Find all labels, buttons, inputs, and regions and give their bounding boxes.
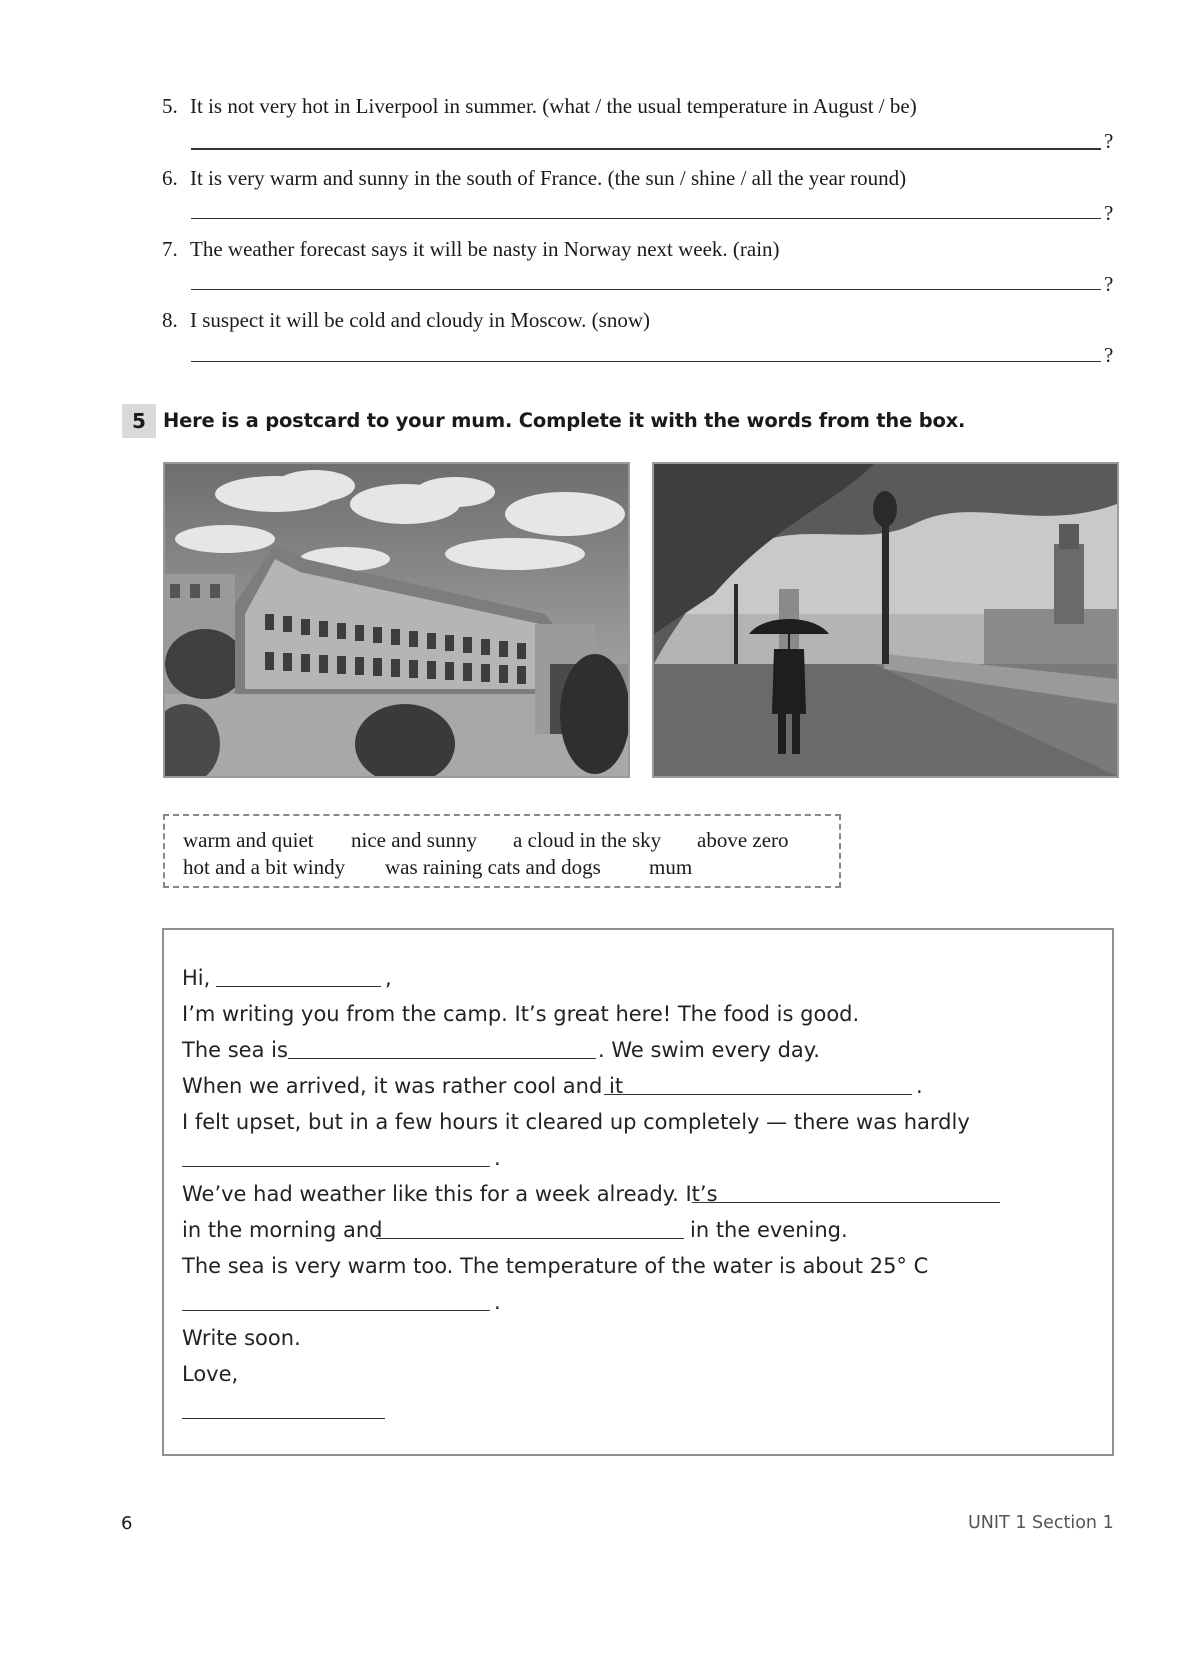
page-number: 6 xyxy=(121,1513,133,1534)
postcard-line-4-start: When we arrived, it was rather cool and it xyxy=(182,1074,624,1098)
question-5 xyxy=(162,93,917,119)
question-7 xyxy=(162,236,780,262)
greeting: Hi, xyxy=(182,966,211,990)
question-text: It is not very hot in Liverpool in summer. (what / the usual temperature in August / be) xyxy=(190,94,917,118)
postcard-line-7: We’ve had weather like this for a week already. It’s xyxy=(182,1182,718,1206)
blank-4[interactable] xyxy=(182,1166,490,1167)
question-text: I suspect it will be cold and cloudy in Moscow. (snow) xyxy=(190,308,650,332)
word-option: warm and quiet xyxy=(183,828,314,852)
question-mark: ? xyxy=(1104,129,1114,153)
word-option: mum xyxy=(649,855,693,879)
unit-label: UNIT 1 Section 1 xyxy=(968,1513,1114,1533)
question-mark: ? xyxy=(1104,201,1114,225)
question-8 xyxy=(162,307,650,333)
word-option: nice and sunny xyxy=(351,828,477,852)
exercise-title: Here is a postcard to your mum. Complete it with the words from the box. xyxy=(163,409,966,432)
word-option: a cloud in the sky xyxy=(513,828,662,852)
word-option: hot and a bit windy xyxy=(183,855,346,879)
blank-3[interactable] xyxy=(604,1094,912,1095)
postcard-line-9: The sea is very warm too. The temperature of the water is about 25° C xyxy=(182,1254,929,1278)
postcard-line-2: I’m writing you from the camp. It’s great here! The food is good. xyxy=(182,1002,860,1026)
postcard-line-3-end: . We swim every day. xyxy=(598,1038,820,1062)
question-mark: ? xyxy=(1104,343,1114,367)
exercise-number: 5 xyxy=(122,404,156,438)
greeting-comma: , xyxy=(385,966,392,990)
word-box xyxy=(163,814,841,888)
rainy-street-illustration xyxy=(654,464,1117,776)
blank-1[interactable] xyxy=(216,986,381,987)
answer-line-6[interactable] xyxy=(191,218,1101,219)
blank-6[interactable] xyxy=(376,1238,684,1239)
postcard-line-6-end: . xyxy=(494,1146,501,1170)
colosseum-photo xyxy=(163,462,630,778)
question-text: The weather forecast says it will be nasty in Norway next week. (rain) xyxy=(190,237,780,261)
postcard-line-3-start: The sea is xyxy=(182,1038,288,1062)
word-option: above zero xyxy=(697,828,789,852)
blank-2[interactable] xyxy=(288,1058,596,1059)
question-number: 8. xyxy=(162,308,178,332)
blank-7[interactable] xyxy=(182,1310,490,1311)
answer-line-5[interactable] xyxy=(191,148,1101,150)
postcard-line-10-end: . xyxy=(494,1290,501,1314)
blank-signature[interactable] xyxy=(182,1418,385,1419)
colosseum-illustration xyxy=(165,464,628,776)
question-text: It is very warm and sunny in the south of France. (the sun / shine / all the year round) xyxy=(190,166,907,190)
postcard-line-4-end: . xyxy=(916,1074,923,1098)
blank-5[interactable] xyxy=(692,1202,1000,1203)
postcard-line-12: Love, xyxy=(182,1362,239,1386)
rainy-embankment-photo xyxy=(652,462,1119,778)
question-number: 5. xyxy=(162,94,178,118)
postcard-line-5: I felt upset, but in a few hours it cleared up completely — there was hardly xyxy=(182,1110,970,1134)
postcard xyxy=(162,928,1114,1456)
question-mark: ? xyxy=(1104,272,1114,296)
answer-line-7[interactable] xyxy=(191,289,1101,290)
postcard-line-11: Write soon. xyxy=(182,1326,301,1350)
question-number: 7. xyxy=(162,237,178,261)
question-6 xyxy=(162,165,906,191)
word-option: was raining cats and dogs xyxy=(385,855,601,879)
postcard-line-8-end: in the evening. xyxy=(690,1218,848,1242)
answer-line-8[interactable] xyxy=(191,361,1101,362)
question-number: 6. xyxy=(162,166,178,190)
postcard-line-8-start: in the morning and xyxy=(182,1218,383,1242)
